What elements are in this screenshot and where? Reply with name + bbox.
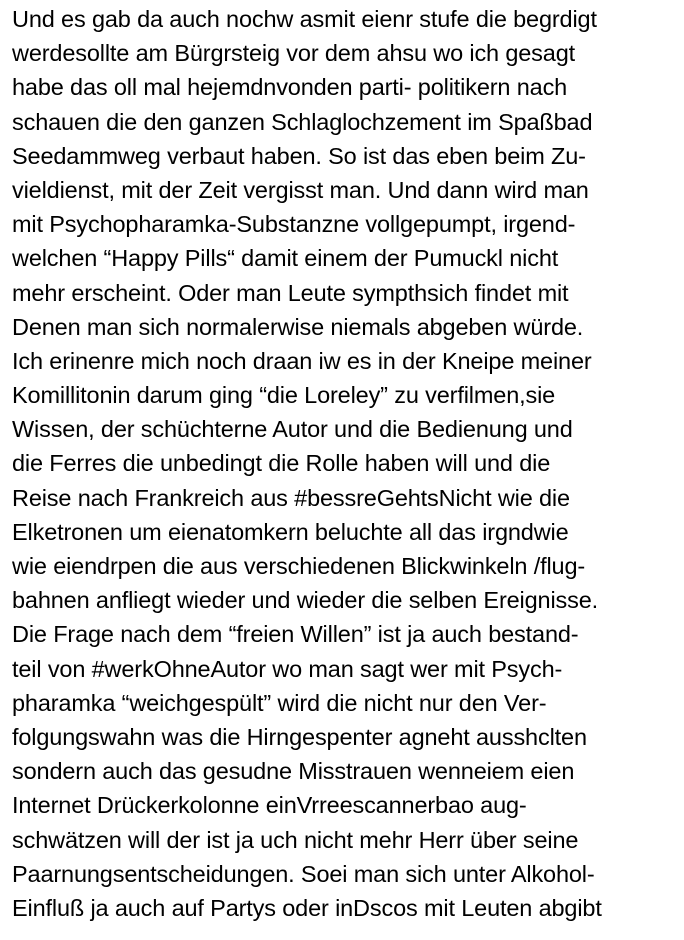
text-line: Reise nach Frankreich aus #bessreGehtsNicht wie die bbox=[12, 484, 570, 511]
text-line: wie eiendrpen die aus verschiedenen Blickwinkeln /flug- bbox=[12, 553, 586, 579]
text-line: pharamka “weichgespült” wird die nicht nur den Ver- bbox=[12, 689, 547, 716]
text-line: Wissen, der schüchterne Autor und die Bedienung und bbox=[12, 416, 573, 443]
text-line: Denen man sich normalerwise niemals abgeben würde. bbox=[12, 313, 584, 340]
text-line: folgungswahn was die Hirngespenter agneht ausshclten bbox=[12, 723, 587, 750]
text-line: bahnen anfliegt wieder und wieder die selben Ereignisse. bbox=[12, 587, 599, 614]
text-line: schwätzen will der ist ja uch nicht mehr Herr über seine bbox=[12, 826, 579, 853]
text-line: Internet Drückerkolonne einVrreescannerbao aug- bbox=[12, 792, 527, 819]
text-line: werdesollte am Bürgrsteig vor dem ahsu wo ich gesagt bbox=[12, 40, 576, 67]
text-line: Einfluß ja auch auf Partys oder inDscos mit Leuten abgibt bbox=[12, 894, 602, 921]
text-line: welchen “Happy Pills“ damit einem der Pumuckl nicht bbox=[12, 245, 559, 272]
text-line: Paarnungsentscheidungen. Soei man sich unter Alkohol- bbox=[12, 860, 595, 887]
text-line: mehr erscheint. Oder man Leute sympthsich findet mit bbox=[12, 279, 569, 306]
text-line: vieldienst, mit der Zeit vergisst man. Und dann wird man bbox=[12, 176, 589, 203]
body-text bbox=[12, 2, 682, 925]
text-line: die Ferres die unbedingt die Rolle haben will und die bbox=[12, 450, 551, 477]
text-line: schauen die den ganzen Schlaglochzement im Spaßbad bbox=[12, 108, 593, 135]
text-line: Und es gab da auch nochw asmit eienr stufe die begrdigt bbox=[12, 6, 597, 32]
text-line: habe das oll mal hejemdnvonden parti- politikern nach bbox=[12, 74, 568, 101]
text-line: Die Frage nach dem “freien Willen” ist ja auch bestand- bbox=[12, 621, 579, 648]
text-line: Seedammweg verbaut haben. So ist das eben beim Zu- bbox=[12, 142, 586, 169]
text-line: Elketronen um eienatomkern beluchte all das irgndwie bbox=[12, 518, 569, 545]
text-line: Komillitonin darum ging “die Loreley” zu verfilmen,sie bbox=[12, 382, 556, 409]
text-line: teil von #werkOhneAutor wo man sagt wer mit Psych- bbox=[12, 655, 563, 682]
text-line: mit Psychopharamka-Substanzne vollgepumpt, irgend- bbox=[12, 211, 576, 238]
text-line: Ich erinenre mich noch draan iw es in der Kneipe meiner bbox=[12, 347, 592, 374]
text-line: sondern auch das gesudne Misstrauen wenneiem eien bbox=[12, 758, 575, 785]
